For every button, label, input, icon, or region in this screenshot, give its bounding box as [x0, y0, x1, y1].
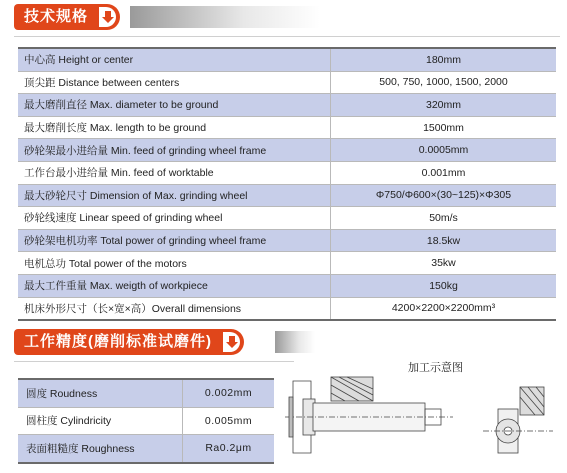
- spec-row-label: 工作台最小进给量 Min. feed of worktable: [18, 161, 331, 184]
- spec-row: [18, 94, 556, 117]
- accuracy-divider: [14, 361, 294, 362]
- spec-row: [18, 274, 556, 297]
- spec-row-value: 18.5kw: [331, 229, 557, 252]
- spec-row-label: 最大磨削直径 Max. diameter to be ground: [18, 94, 331, 117]
- spec-row-label: 顶尖距 Distance between centers: [18, 71, 331, 94]
- spec-row-value: Φ750/Φ600×(30~125)×Φ305: [331, 184, 557, 207]
- spec-row: [18, 252, 556, 275]
- spec-row-value: 180mm: [331, 48, 557, 71]
- spec-row: [18, 184, 556, 207]
- accuracy-row-label: 圆柱度 Cylindricity: [18, 407, 183, 435]
- accuracy-banner: [14, 329, 244, 355]
- spec-row: [18, 229, 556, 252]
- diagram-title: 加工示意图: [408, 362, 463, 374]
- spec-row: [18, 297, 556, 320]
- accuracy-row-value: 0.005mm: [183, 407, 275, 435]
- spec-row-label: 砂轮线速度 Linear speed of grinding wheel: [18, 207, 331, 230]
- accuracy-title: 工作精度(磨削标准试磨件): [14, 329, 220, 355]
- accuracy-row: [18, 435, 274, 463]
- wheel-workpiece-drawing: [285, 377, 453, 453]
- specs-title: 技术规格: [14, 4, 96, 30]
- spec-row-value: 4200×2200×2200mm³: [331, 297, 557, 320]
- spec-row-value: 1500mm: [331, 116, 557, 139]
- down-arrow-icon: [96, 4, 120, 30]
- spec-row: [18, 207, 556, 230]
- down-arrow-icon: [220, 329, 244, 355]
- spec-row-label: 中心高 Height or center: [18, 48, 331, 71]
- face-grinding-drawing: [483, 387, 553, 453]
- accuracy-row-value: Ra0.2μm: [183, 435, 275, 463]
- spec-row-value: 320mm: [331, 94, 557, 117]
- spec-row-value: 150kg: [331, 274, 557, 297]
- specs-banner: [14, 4, 120, 30]
- spec-row-label: 砂轮架最小进给量 Min. feed of grinding wheel frame: [18, 139, 331, 162]
- accuracy-row: [18, 407, 274, 435]
- spec-row-label: 电机总功 Total power of the motors: [18, 252, 331, 275]
- accuracy-row-label: 表面粗糙度 Roughness: [18, 435, 183, 463]
- spec-row-label: 机床外形尺寸（长×宽×高）Overall dimensions: [18, 297, 331, 320]
- spec-row: [18, 116, 556, 139]
- accuracy-table: [18, 378, 274, 464]
- spec-row: [18, 48, 556, 71]
- spec-row-value: 0.001mm: [331, 161, 557, 184]
- spec-row-value: 50m/s: [331, 207, 557, 230]
- spec-row-label: 最大磨削长度 Max. length to be ground: [18, 116, 331, 139]
- accuracy-row-label: 圆度 Roudness: [18, 379, 183, 407]
- spec-row-label: 最大砂轮尺寸 Dimension of Max. grinding wheel: [18, 184, 331, 207]
- spec-row: [18, 161, 556, 184]
- accuracy-row: [18, 379, 274, 407]
- spec-row-value: 0.0005mm: [331, 139, 557, 162]
- spec-row-label: 最大工件重量 Max. weigth of workpiece: [18, 274, 331, 297]
- spec-row: [18, 139, 556, 162]
- specs-table: [18, 47, 556, 321]
- spec-row: [18, 71, 556, 94]
- accuracy-row-value: 0.002mm: [183, 379, 275, 407]
- spec-row-value: 500, 750, 1000, 1500, 2000: [331, 71, 557, 94]
- specs-divider: [14, 36, 560, 37]
- grinding-diagram: [283, 373, 559, 469]
- spec-row-value: 35kw: [331, 252, 557, 275]
- spec-row-label: 砂轮架电机功率 Total power of grinding wheel frame: [18, 229, 331, 252]
